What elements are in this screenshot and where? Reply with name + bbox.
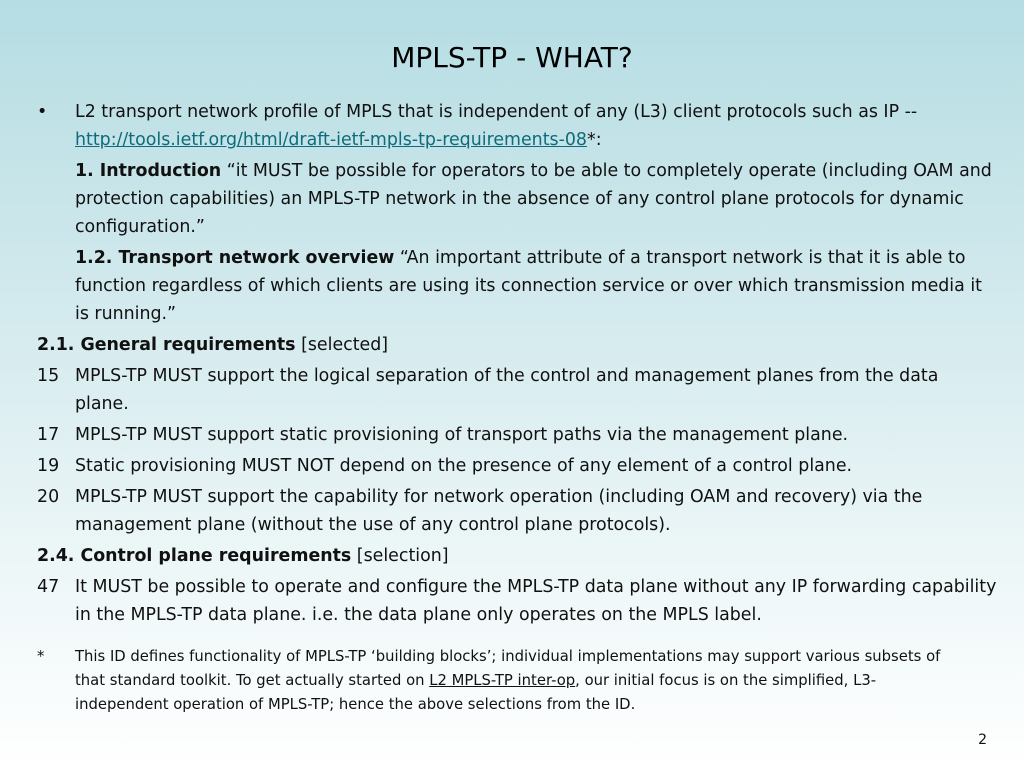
- requirement-item: [37, 452, 997, 480]
- bullet-item: [37, 98, 997, 154]
- control-plane-label: 2.4. Control plane requirements: [37, 546, 352, 566]
- requirement-item: [37, 421, 997, 449]
- slide-title: MPLS-TP - WHAT?: [391, 41, 633, 74]
- footnote-text-before: This ID defines functionality of MPLS-TP ‘building blocks’; individual implementations may support various subsets of that standard toolkit. To get actually started on: [75, 648, 941, 689]
- bullet-marker: •: [37, 102, 48, 122]
- transport-overview-quote: [37, 244, 997, 328]
- page-number: 2: [978, 732, 987, 748]
- footnote-marker: *: [37, 648, 45, 665]
- requirement-number: 19: [37, 456, 60, 476]
- bullet-text: L2 transport network profile of MPLS that is independent of any (L3) client protocols such as IP --: [75, 102, 918, 122]
- requirements-draft-link[interactable]: http://tools.ietf.org/html/draft-ietf-mpls-tp-requirements-08: [75, 130, 587, 150]
- transport-overview-text: “An important attribute of a transport network is that it is able to function regardless of which clients are using its connection service or over which transmission media it is running.”: [75, 248, 982, 324]
- slide-body: [37, 98, 997, 629]
- requirement-text: Static provisioning MUST NOT depend on the presence of any element of a control plane.: [75, 456, 853, 476]
- requirement-text: MPLS-TP MUST support static provisioning of transport paths via the management plane.: [75, 425, 849, 445]
- control-plane-suffix: [selection]: [351, 546, 449, 566]
- link-suffix: *:: [587, 130, 602, 150]
- general-requirements-heading: [37, 331, 997, 359]
- requirement-text: MPLS-TP MUST support the logical separation of the control and management planes from the data plane.: [75, 366, 939, 414]
- control-plane-heading: [37, 542, 997, 570]
- introduction-text: “it MUST be possible for operators to be able to completely operate (including OAM and protection capabilities) an MPLS-TP network in the absence of any control plane protocols for dynamic configuration.”: [75, 161, 992, 237]
- requirement-item: [37, 483, 997, 539]
- requirement-item: [37, 573, 997, 629]
- footnote-text-after: , our initial focus is on the simplified, L3-independent operation of MPLS-TP; hence the above selections from the ID.: [75, 672, 877, 713]
- requirement-number: 20: [37, 487, 60, 507]
- requirement-number: 15: [37, 366, 60, 386]
- requirement-item: [37, 362, 997, 418]
- interop-link[interactable]: L2 MPLS-TP inter-op: [429, 672, 576, 689]
- requirement-text: MPLS-TP MUST support the capability for network operation (including OAM and recovery) via the management plane (without the use of any control plane protocols).: [75, 487, 923, 535]
- transport-overview-label: 1.2. Transport network overview: [75, 248, 395, 268]
- introduction-label: 1. Introduction: [75, 161, 222, 181]
- requirement-number: 47: [37, 577, 60, 597]
- footnote: [37, 645, 957, 717]
- general-requirements-suffix: [selected]: [295, 335, 389, 355]
- requirement-number: 17: [37, 425, 60, 445]
- requirement-text: It MUST be possible to operate and configure the MPLS-TP data plane without any IP forwarding capability in the MPLS-TP data plane. i.e. the data plane only operates on the MPLS label.: [75, 577, 997, 625]
- general-requirements-label: 2.1. General requirements: [37, 335, 296, 355]
- introduction-quote: [37, 157, 997, 241]
